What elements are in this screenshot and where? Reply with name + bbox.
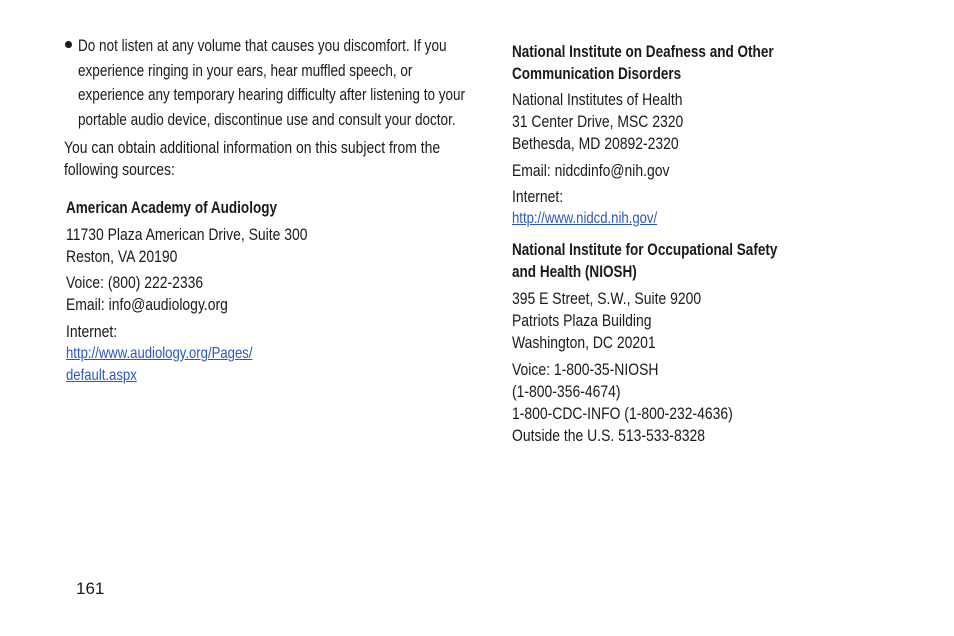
niosh-address-line: Washington, DC 20201 [512,333,656,352]
niosh-address-line: Patriots Plaza Building [512,311,652,330]
page-number: 161 [76,579,105,598]
nidcd-address [512,89,683,155]
bullet-line: experience ringing in your ears, hear muffled speech, or [78,61,413,80]
aaa-email: Email: info@audiology.org [66,295,228,314]
nidcd-section [512,41,774,85]
nidcd-heading: National Institute on Deafness and Other [512,43,774,61]
aaa-heading: American Academy of Audiology [66,199,278,217]
bullet-line: Do not listen at any volume that causes you discomfort. If you [78,37,447,55]
nidcd-website-link[interactable]: http://www.nidcd.nih.gov/ [512,210,658,227]
nidcd-internet-label: Internet: [512,187,564,206]
aaa-internet-label: Internet: [66,322,118,341]
niosh-section [512,239,777,283]
aaa-contact [66,272,228,316]
bullet-line: portable audio device, discontinue use and consult your doctor. [78,110,456,129]
aaa-address [66,224,308,268]
niosh-heading-continued: and Health (NIOSH) [512,263,637,281]
niosh-heading: National Institute for Occupational Safety [512,241,778,259]
nidcd-internet [512,186,657,230]
bullet-line: experience any temporary hearing difficulty after listening to your [78,86,466,104]
nidcd-heading-continued: Communication Disorders [512,65,682,83]
intro-line: following sources: [64,160,175,179]
bullet-icon [65,41,72,48]
aaa-section [66,197,277,219]
aaa-internet [66,321,252,387]
niosh-cdc-info: 1-800-CDC-INFO (1-800-232-4636) [512,404,733,423]
nidcd-address-line: 31 Center Drive, MSC 2320 [512,112,684,131]
nidcd-address-line: Bethesda, MD 20892-2320 [512,134,679,153]
niosh-contact [512,359,733,447]
nidcd-address-line: National Institutes of Health [512,90,683,109]
aaa-address-line: 11730 Plaza American Drive, Suite 300 [66,225,308,244]
intro-line: You can obtain additional information on this subject from the [64,138,441,157]
niosh-voice-number: (1-800-356-4674) [512,382,621,401]
niosh-address [512,288,701,354]
aaa-address-line: Reston, VA 20190 [66,247,178,266]
intro-paragraph [64,137,440,181]
aaa-voice: Voice: (800) 222-2336 [66,273,204,292]
hearing-warning-bullet [78,34,465,132]
nidcd-contact [512,160,670,182]
aaa-website-link-continued[interactable]: default.aspx [66,367,137,384]
niosh-outside-us: Outside the U.S. 513-533-8328 [512,426,705,445]
niosh-address-line: 395 E Street, S.W., Suite 9200 [512,289,702,308]
niosh-voice: Voice: 1-800-35-NIOSH [512,360,659,379]
nidcd-email: Email: nidcdinfo@nih.gov [512,161,670,180]
aaa-website-link[interactable]: http://www.audiology.org/Pages/ [66,345,253,362]
